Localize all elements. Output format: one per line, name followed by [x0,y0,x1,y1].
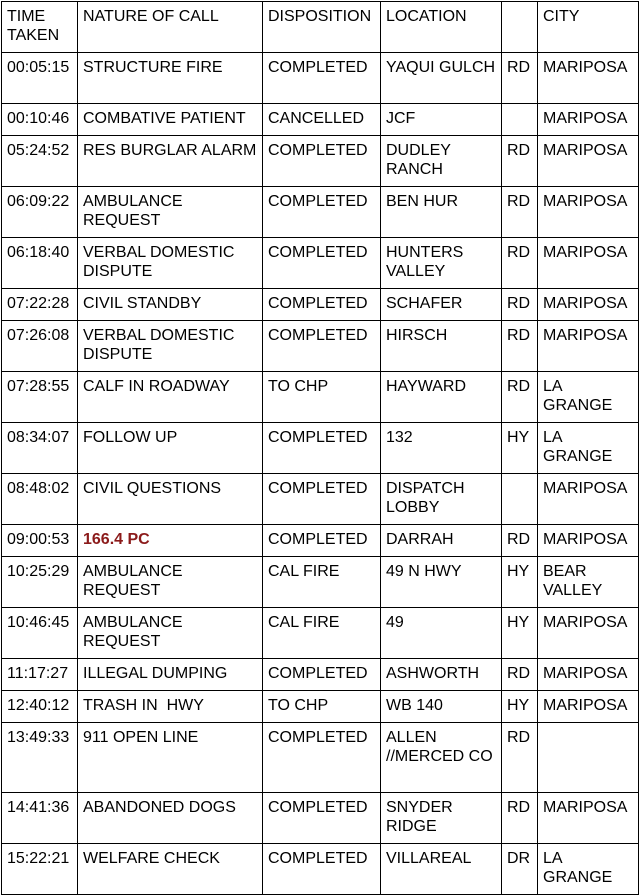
cell-location: ASHWORTH [381,659,502,691]
cell-city: MARIPOSA [538,474,639,525]
cell-location: DARRAH [381,525,502,557]
cell-location: WB 140 [381,691,502,723]
cell-disposition: TO CHP [263,691,381,723]
cell-disposition: COMPLETED [263,723,381,793]
cell-time: 08:48:02 [2,474,78,525]
cell-street-suffix: RD [502,136,538,187]
cell-time: 06:09:22 [2,187,78,238]
cell-location: 49 [381,608,502,659]
cell-location: SNYDER RIDGE [381,793,502,844]
cell-street-suffix: HY [502,423,538,474]
cell-disposition: CANCELLED [263,104,381,136]
cell-disposition: COMPLETED [263,321,381,372]
cell-city: MARIPOSA [538,104,639,136]
cell-street-suffix: RD [502,238,538,289]
cell-location: SCHAFER [381,289,502,321]
table-row [2,187,639,238]
cell-city: MARIPOSA [538,525,639,557]
cell-street-suffix: RD [502,659,538,691]
cell-disposition: COMPLETED [263,525,381,557]
cell-city: MARIPOSA [538,136,639,187]
cell-street-suffix: DR [502,844,538,895]
cell-city: MARIPOSA [538,187,639,238]
cell-location: DISPATCH LOBBY [381,474,502,525]
cell-street-suffix: RD [502,321,538,372]
cell-street-suffix: RD [502,289,538,321]
cell-city: MARIPOSA [538,238,639,289]
cell-location: DUDLEY RANCH [381,136,502,187]
cell-disposition: CAL FIRE [263,557,381,608]
cell-nature-of-call: TRASH IN HWY [78,691,263,723]
cell-time: 06:18:40 [2,238,78,289]
cell-time: 09:00:53 [2,525,78,557]
cell-time: 14:41:36 [2,793,78,844]
cell-street-suffix: RD [502,793,538,844]
cell-disposition: COMPLETED [263,136,381,187]
cell-location: VILLAREAL [381,844,502,895]
cell-street-suffix: HY [502,557,538,608]
cell-time: 05:24:52 [2,136,78,187]
cell-nature-of-call: CALF IN ROADWAY [78,372,263,423]
cell-location: 49 N HWY [381,557,502,608]
cell-nature-of-call: ILLEGAL DUMPING [78,659,263,691]
table-row [2,659,639,691]
cell-nature-of-call: COMBATIVE PATIENT [78,104,263,136]
header-nature-of-call: NATURE OF CALL [78,2,263,53]
table-row [2,525,639,557]
table-row [2,793,639,844]
cell-nature-of-call: RES BURGLAR ALARM [78,136,263,187]
cell-nature-of-call: CIVIL QUESTIONS [78,474,263,525]
cell-disposition: COMPLETED [263,793,381,844]
cell-street-suffix: RD [502,372,538,423]
cell-nature-of-call: CIVIL STANDBY [78,289,263,321]
cell-location: HAYWARD [381,372,502,423]
cell-city: MARIPOSA [538,321,639,372]
cell-nature-of-call: VERBAL DOMESTIC DISPUTE [78,321,263,372]
cell-time: 07:28:55 [2,372,78,423]
cell-nature-of-call: FOLLOW UP [78,423,263,474]
cell-city: MARIPOSA [538,289,639,321]
cell-time: 00:10:46 [2,104,78,136]
cell-nature-of-call: ABANDONED DOGS [78,793,263,844]
cell-nature-of-call: 911 OPEN LINE [78,723,263,793]
cell-street-suffix: HY [502,608,538,659]
cell-nature-of-call: AMBULANCE REQUEST [78,187,263,238]
cell-location: HUNTERS VALLEY [381,238,502,289]
table-row [2,53,639,104]
cell-city [538,723,639,793]
cell-city: LA GRANGE [538,423,639,474]
cell-disposition: COMPLETED [263,659,381,691]
header-location: LOCATION [381,2,502,53]
header-street-suffix [502,2,538,53]
cell-city: MARIPOSA [538,659,639,691]
cell-city: MARIPOSA [538,53,639,104]
cell-nature-of-call: AMBULANCE REQUEST [78,557,263,608]
table-row [2,289,639,321]
cell-disposition: COMPLETED [263,474,381,525]
cell-disposition: CAL FIRE [263,608,381,659]
call-log-table [1,1,639,895]
cell-disposition: COMPLETED [263,844,381,895]
cell-time: 10:46:45 [2,608,78,659]
cell-street-suffix: RD [502,53,538,104]
cell-street-suffix: RD [502,187,538,238]
cell-disposition: TO CHP [263,372,381,423]
cell-street-suffix [502,104,538,136]
cell-time: 11:17:27 [2,659,78,691]
table-row [2,238,639,289]
cell-city: LA GRANGE [538,844,639,895]
cell-time: 07:26:08 [2,321,78,372]
table-row [2,136,639,187]
cell-time: 10:25:29 [2,557,78,608]
cell-city: LA GRANGE [538,372,639,423]
table-row [2,372,639,423]
cell-street-suffix [502,474,538,525]
table-row [2,557,639,608]
cell-city: BEAR VALLEY [538,557,639,608]
table-header-row [2,2,639,53]
cell-location: ALLEN //MERCED CO [381,723,502,793]
cell-city: MARIPOSA [538,793,639,844]
table-row [2,321,639,372]
cell-disposition: COMPLETED [263,423,381,474]
cell-city: MARIPOSA [538,608,639,659]
cell-nature-of-call: 166.4 PC [78,525,263,557]
cell-location: YAQUI GULCH [381,53,502,104]
cell-time: 00:05:15 [2,53,78,104]
cell-time: 12:40:12 [2,691,78,723]
cell-street-suffix: RD [502,525,538,557]
cell-disposition: COMPLETED [263,238,381,289]
cell-nature-of-call: WELFARE CHECK [78,844,263,895]
table-body [2,53,639,895]
header-time-taken: TIME TAKEN [2,2,78,53]
cell-time: 07:22:28 [2,289,78,321]
cell-city: MARIPOSA [538,691,639,723]
cell-location: HIRSCH [381,321,502,372]
cell-location: BEN HUR [381,187,502,238]
cell-location: 132 [381,423,502,474]
cell-time: 15:22:21 [2,844,78,895]
header-city: CITY [538,2,639,53]
table-row [2,104,639,136]
cell-street-suffix: RD [502,723,538,793]
table-row [2,423,639,474]
cell-nature-of-call: VERBAL DOMESTIC DISPUTE [78,238,263,289]
table-row [2,723,639,793]
cell-nature-of-call: AMBULANCE REQUEST [78,608,263,659]
table-row [2,608,639,659]
cell-disposition: COMPLETED [263,289,381,321]
cell-time: 13:49:33 [2,723,78,793]
cell-nature-of-call: STRUCTURE FIRE [78,53,263,104]
cell-location: JCF [381,104,502,136]
table-row [2,691,639,723]
cell-time: 08:34:07 [2,423,78,474]
cell-street-suffix: HY [502,691,538,723]
table-row [2,474,639,525]
table-row [2,844,639,895]
cell-disposition: COMPLETED [263,53,381,104]
header-disposition: DISPOSITION [263,2,381,53]
cell-disposition: COMPLETED [263,187,381,238]
